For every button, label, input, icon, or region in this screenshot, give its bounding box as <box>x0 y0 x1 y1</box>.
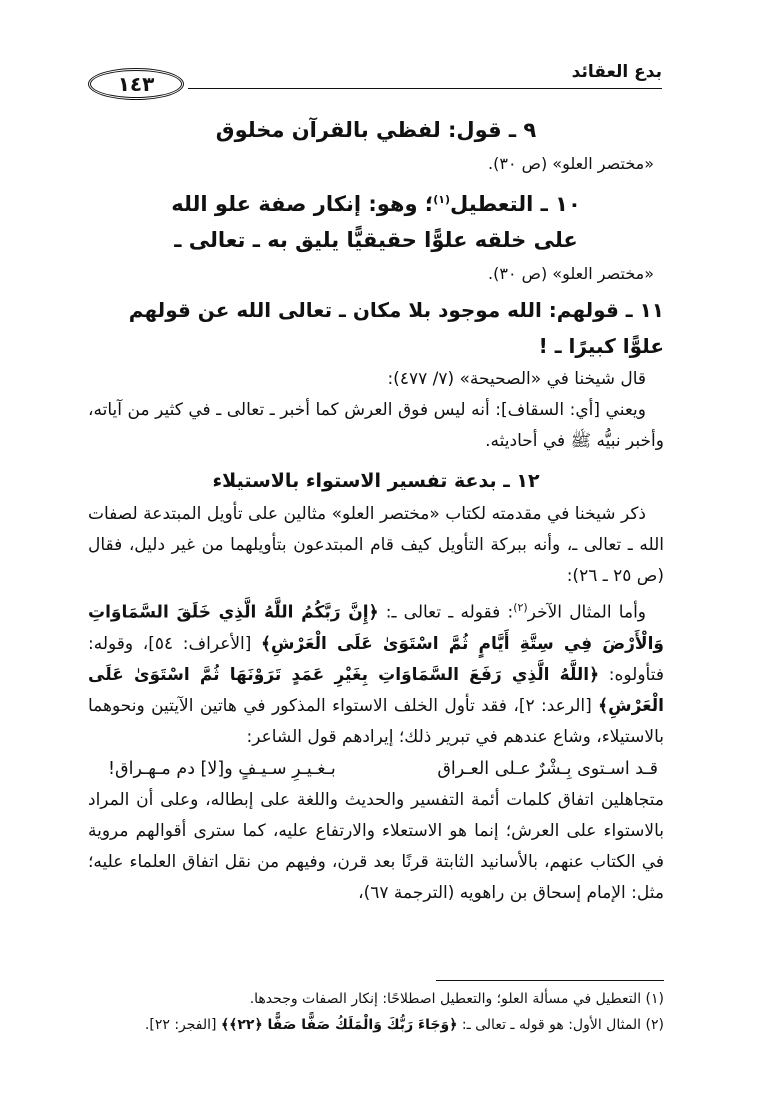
heading-10-text-a: ١٠ ـ التعطيل <box>450 192 581 216</box>
paragraph-12-2-b: : فقوله ـ تعالى ـ: <box>378 602 514 623</box>
heading-9: ٩ ـ قول: لفظي بالقرآن مخلوق <box>215 118 537 142</box>
source-10: «مختصر العلو» (ص ٣٠). <box>488 264 654 283</box>
footnote-separator <box>436 980 664 981</box>
running-header <box>88 60 662 100</box>
source-9: «مختصر العلو» (ص ٣٠). <box>488 154 654 173</box>
footnote-2 <box>88 1012 664 1038</box>
paragraph-12-2-a: وأما المثال الآخر <box>527 602 646 623</box>
footnote-ref-2[interactable]: (٢) <box>513 601 528 614</box>
heading-12: ١٢ ـ بدعة تفسير الاستواء بالاستيلاء <box>212 470 540 492</box>
page-body <box>88 112 664 909</box>
footnote-ref-1[interactable]: (١) <box>433 193 451 206</box>
footnote-2-text-b: [الفجر: ٢٢]. <box>144 1017 221 1033</box>
quran-verse-fajr-22: ﴿وَجَاءَ رَبُّكَ وَالْمَلَكُ صَفًّا صَفًّا ﴿٢٢﴾﴾ <box>220 1017 458 1033</box>
header-rule <box>188 88 662 89</box>
header-title: بدع العقائد <box>571 62 662 82</box>
paragraph-12-2-c: [الأعراف: ٥٤]، وقوله: فتأولوه: <box>88 633 664 685</box>
heading-10-text-b: ؛ وهو: إنكار صفة علو الله <box>171 192 434 216</box>
footnote-1: (١) التعطيل في مسألة العلو؛ والتعطيل اصطلاحًا: إنكار الصفات وجحدها. <box>249 991 664 1007</box>
footnotes <box>88 986 664 1038</box>
poem-hemistich-left: بـغـيـرِ سـيـفٍ و[لا] دم مـهـراق! <box>108 758 336 779</box>
footnote-2-text-a: (٢) المثال الأول: هو قوله ـ تعالى ـ: <box>457 1017 664 1033</box>
heading-10 <box>88 182 664 222</box>
quran-verse-rad-2: ﴿اللَّهُ الَّذِي رَفَعَ السَّمَاوَاتِ بِغَيْرِ عَمَدٍ تَرَوْنَهَا ثُمَّ اسْتَوَىٰ عَلَى الْعَرْشِ﴾ <box>88 664 664 716</box>
page-number: ١٤٣ <box>88 68 184 100</box>
paragraph-11-2: ويعني [أي: السقاف]: أنه ليس فوق العرش كما أخبر ـ تعالى ـ في كثير من آياته، وأخبر نبيُّه ﷺ في أحاديثه. <box>88 400 664 451</box>
poem-hemistich-right: قـد اسـتوى بِـشْرٌ عـلى العـراق <box>437 758 658 779</box>
paragraph-12-2 <box>88 592 664 753</box>
paragraph-12-3: متجاهلين اتفاق كلمات أئمة التفسير والحديث واللغة على إبطاله، وعلى أن المراد بالاستواء على العرش؛ إنما هو الاستعلاء والارتفاع عليه، كما سترى أقوالهم مروية في الكتاب عنهم، بالأسانيد الثابتة قرنًا بعد قرن، وفيهم من نقل اتفاق العلماء عليه؛ مثل: الإمام إسحاق بن راهويه (الترجمة ٦٧)، <box>88 789 664 903</box>
heading-10-line-2: على خلقه علوًّا حقيقيًّا يليق به ـ تعالى ـ <box>174 228 578 252</box>
poem-verse <box>88 753 664 785</box>
quran-verse-araf-54: ﴿إِنَّ رَبَّكُمُ اللَّهُ الَّذِي خَلَقَ السَّمَاوَاتِ وَالْأَرْضَ فِي سِتَّةِ أَيَّامٍ ثُمَّ اسْتَوَىٰ عَلَى الْعَرْشِ﴾ <box>88 602 664 654</box>
heading-11: ١١ ـ قولهم: الله موجود بلا مكان ـ تعالى الله عن قولهم علوًّا كبيرًا ـ ! <box>128 298 664 358</box>
paragraph-12-1: ذكر شيخنا في مقدمته لكتاب «مختصر العلو» مثالين على تأويل المبتدعة لصفات الله ـ تعالى ـ، وأنه ببركة التأويل كيف قام المبتدعون بتأويلهما من غير دليل، فقال (ص ٢٥ ـ ٢٦): <box>88 504 664 586</box>
paragraph-11-1: قال شيخنا في «الصحيحة» (٧/ ٤٧٧): <box>387 369 646 389</box>
paragraph-12-2-d: [الرعد: ٢]، فقد تأول الخلف الاستواء المذكور في هاتين الآيتين ونحوهما بالاستيلاء، وشاع عندهم في تبرير ذلك؛ إيرادهم قول الشاعر: <box>88 695 664 747</box>
